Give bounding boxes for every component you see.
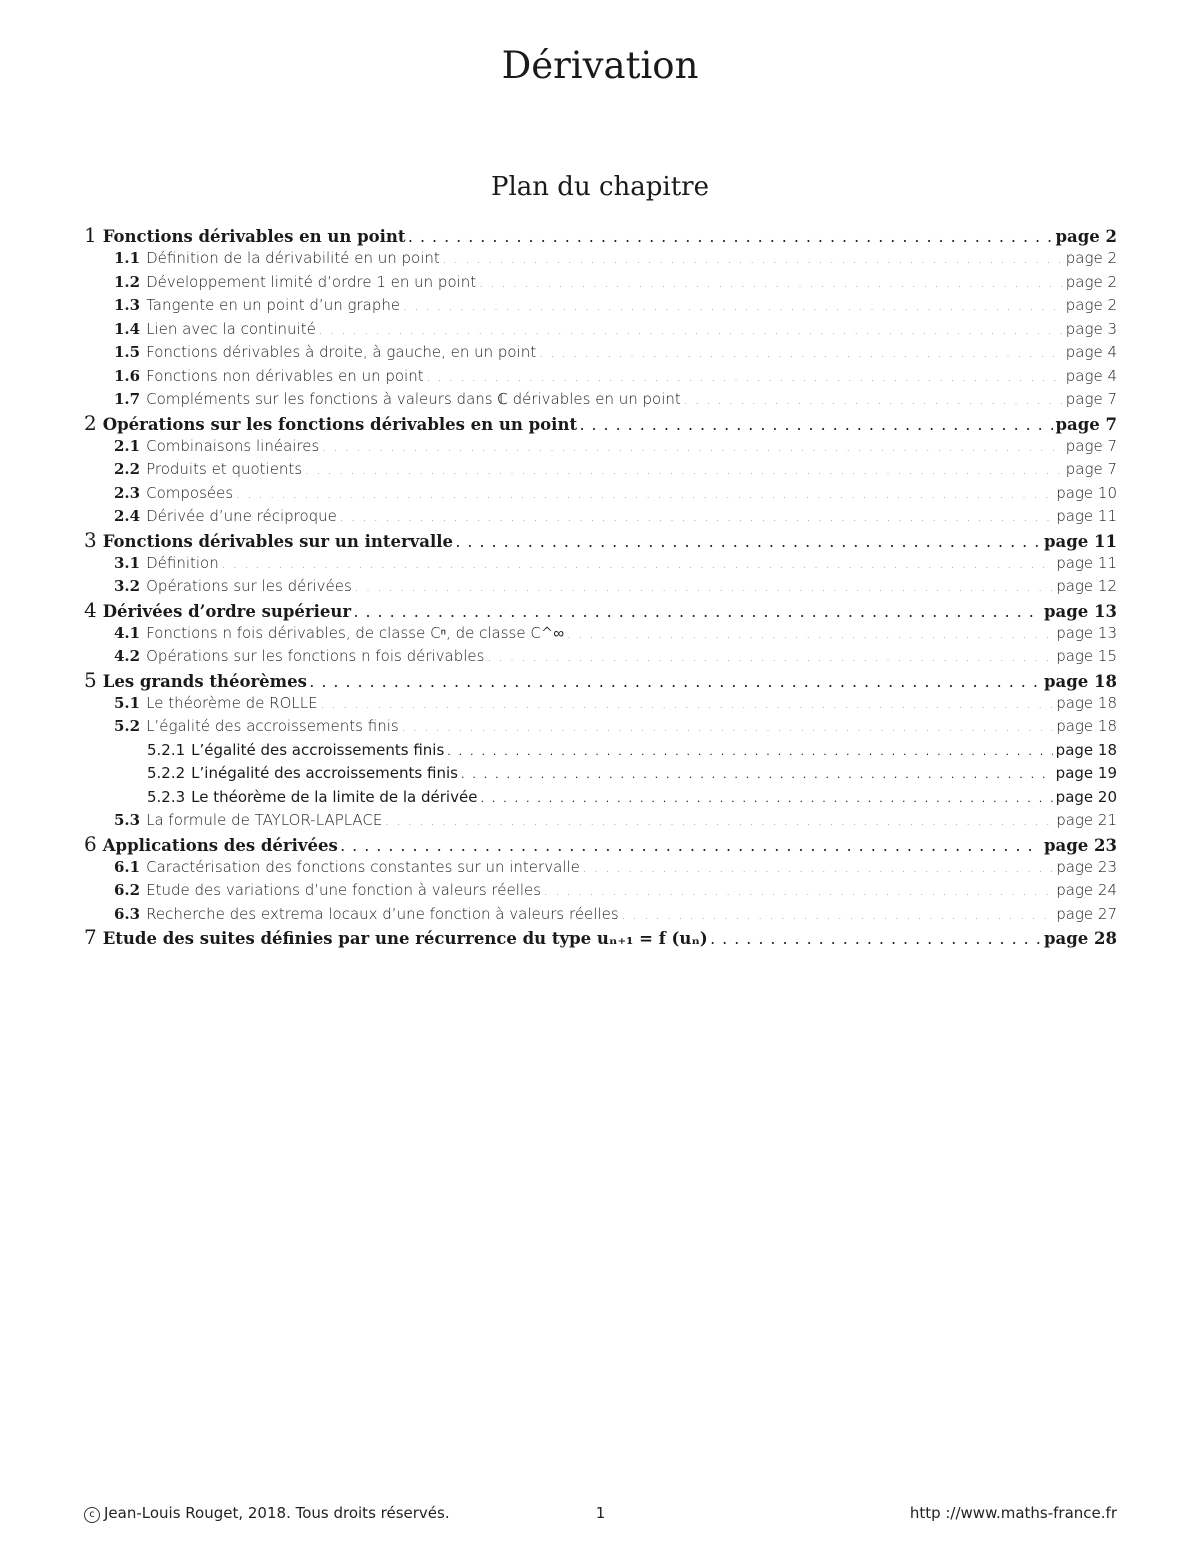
toc-entry-page: page 23: [1044, 835, 1117, 855]
toc-entry-number: 1.1: [114, 249, 141, 267]
toc-dot-leader: [567, 623, 1053, 647]
toc-entry-5-3[interactable]: [84, 809, 1117, 833]
toc-entry-number: 2.1: [114, 436, 141, 455]
copyright-text: Jean-Louis Rouget, 2018. Tous droits réservés.: [104, 1504, 450, 1522]
toc-entry-3-1[interactable]: [84, 552, 1117, 576]
toc-entry-5[interactable]: [84, 669, 1117, 692]
toc-entry-number: 1.7: [114, 390, 141, 408]
toc-entry-2-2[interactable]: [84, 458, 1117, 482]
toc-entry-number: 1.4: [114, 319, 141, 338]
toc-entry-1-6[interactable]: [84, 365, 1117, 389]
toc-entry-number: 6: [84, 831, 97, 856]
toc-entry-7[interactable]: [84, 926, 1117, 949]
toc-entry-title: Dérivées d’ordre supérieur: [102, 601, 352, 621]
toc-entry-page: page 18: [1044, 671, 1117, 691]
toc-dot-leader: [461, 763, 1053, 787]
toc-entry-number: 2: [84, 410, 97, 435]
document-title: Dérivation: [501, 44, 699, 87]
toc-entry-title: Fonctions n fois dérivables, de classe Cⁿ, de classe C^∞: [146, 623, 565, 642]
toc-dot-leader: [236, 483, 1053, 507]
page-number: 1: [595, 1504, 606, 1522]
toc-entry-page: page 21: [1056, 811, 1117, 829]
toc-entry-page: page 4: [1065, 366, 1117, 385]
toc-entry-number: 1: [84, 223, 97, 247]
toc-dot-leader: [487, 646, 1053, 670]
toc-entry-2[interactable]: [84, 412, 1117, 435]
toc-entry-5-2-3[interactable]: [84, 786, 1117, 810]
toc-entry-number: 5.2.1: [147, 740, 186, 759]
toc-entry-title: Opérations sur les fonctions n fois dérivables: [146, 647, 485, 665]
toc-entry-page: page 19: [1055, 764, 1117, 782]
toc-dot-leader: [402, 716, 1054, 740]
toc-dot-leader: [447, 740, 1052, 764]
toc-dot-leader: [479, 272, 1063, 296]
toc-entry-1-1[interactable]: [84, 247, 1117, 271]
toc-entry-title: Composées: [146, 483, 234, 502]
toc-entry-page: page 15: [1056, 647, 1117, 665]
toc-entry-title: Tangente en un point d’un graphe: [146, 296, 401, 314]
toc-entry-page: page 18: [1056, 717, 1117, 735]
toc-entry-number: 3.1: [114, 553, 141, 572]
toc-dot-leader: [711, 929, 1041, 952]
toc-entry-number: 1.2: [114, 272, 141, 291]
toc-entry-title: Compléments sur les fonctions à valeurs dans ℂ dérivables en un point: [146, 390, 681, 408]
toc-entry-title: Les grands théorèmes: [102, 671, 307, 691]
toc-entry-5-2[interactable]: [84, 715, 1117, 739]
toc-entry-number: 2.4: [114, 507, 141, 525]
toc-entry-page: page 23: [1056, 857, 1117, 876]
toc-entry-title: Le théorème de la limite de la dérivée: [191, 787, 478, 806]
toc-dot-leader: [684, 389, 1063, 413]
toc-entry-3-2[interactable]: [84, 575, 1117, 599]
toc-dot-leader: [427, 366, 1063, 390]
toc-entry-2-3[interactable]: [84, 482, 1117, 506]
toc-entry-title: Produits et quotients: [146, 460, 303, 478]
toc-entry-6[interactable]: [84, 833, 1117, 856]
toc-entry-page: page 11: [1056, 507, 1117, 525]
plan-title: Plan du chapitre: [490, 172, 709, 202]
toc-entry-page: page 4: [1065, 343, 1117, 361]
toc-entry-title: Fonctions dérivables en un point: [102, 227, 406, 246]
toc-entry-4[interactable]: [84, 599, 1117, 622]
toc-dot-leader: [409, 227, 1053, 250]
toc-entry-number: 5.3: [114, 811, 141, 829]
toc-dot-leader: [403, 295, 1063, 319]
toc-entry-6-3[interactable]: [84, 903, 1117, 927]
toc-entry-page: page 2: [1065, 272, 1117, 291]
toc-entry-page: page 18: [1056, 693, 1117, 712]
toc-entry-page: page 11: [1044, 531, 1117, 551]
toc-entry-page: page 7: [1065, 460, 1117, 478]
toc-entry-title: Définition de la dérivabilité en un point: [146, 249, 440, 267]
toc-entry-page: page 10: [1056, 483, 1117, 502]
toc-entry-title: Combinaisons linéaires: [146, 436, 320, 455]
toc-entry-1[interactable]: [84, 224, 1117, 247]
toc-entry-number: 6.3: [114, 904, 141, 923]
toc-dot-leader: [321, 693, 1054, 717]
toc-entry-number: 5.2: [114, 717, 141, 735]
toc-entry-page: page 11: [1056, 553, 1117, 572]
toc-entry-title: Dérivée d’une réciproque: [146, 507, 337, 525]
toc-dot-leader: [583, 857, 1053, 881]
toc-entry-5-1[interactable]: [84, 692, 1117, 716]
toc-entry-title: Définition: [146, 553, 219, 572]
toc-entry-number: 4.2: [114, 647, 141, 665]
toc-entry-6-2[interactable]: [84, 879, 1117, 903]
toc-entry-2-4[interactable]: [84, 505, 1117, 529]
toc-entry-4-1[interactable]: [84, 622, 1117, 646]
toc-entry-number: 1.5: [114, 343, 141, 361]
toc-dot-leader: [622, 904, 1054, 928]
toc-entry-number: 1.6: [114, 366, 141, 385]
toc-entry-page: page 2: [1055, 227, 1117, 246]
toc-entry-number: 5.2.3: [147, 787, 186, 806]
toc-entry-page: page 7: [1065, 436, 1117, 455]
toc-entry-number: 4.1: [114, 623, 141, 642]
toc-entry-title: Etude des suites définies par une récurrence du type uₙ₊₁ = f (uₙ): [102, 929, 708, 948]
toc-entry-title: L’inégalité des accroissements finis: [191, 764, 458, 782]
toc-dot-leader: [443, 248, 1063, 272]
toc-entry-page: page 7: [1065, 390, 1117, 408]
toc-dot-leader: [385, 810, 1053, 834]
toc-dot-leader: [480, 787, 1052, 811]
toc-entry-title: Fonctions dérivables à droite, à gauche, en un point: [146, 343, 537, 361]
toc-entry-title: Etude des variations d’une fonction à valeurs réelles: [146, 881, 542, 899]
toc-entry-6-1[interactable]: [84, 856, 1117, 880]
toc-entry-number: 4: [84, 597, 97, 622]
toc-entry-title: L’égalité des accroissements finis: [191, 740, 445, 759]
toc-entry-number: 5: [84, 667, 97, 692]
toc-dot-leader: [580, 415, 1052, 438]
toc-entry-page: page 24: [1056, 881, 1117, 899]
toc-entry-number: 5.1: [114, 693, 141, 712]
toc-entry-number: 7: [84, 925, 97, 949]
toc-entry-title: Fonctions dérivables sur un intervalle: [102, 531, 453, 551]
toc-entry-3[interactable]: [84, 529, 1117, 552]
toc-entry-page: page 28: [1044, 929, 1117, 948]
toc-entry-5-2-1[interactable]: [84, 739, 1117, 763]
toc-entry-number: 3.2: [114, 577, 141, 595]
toc-entry-2-1[interactable]: [84, 435, 1117, 459]
toc-entry-5-2-2[interactable]: [84, 762, 1117, 786]
toc-dot-leader: [544, 880, 1053, 904]
toc-entry-page: page 3: [1065, 319, 1117, 338]
toc-entry-1-5[interactable]: [84, 341, 1117, 365]
toc-dot-leader: [319, 319, 1063, 343]
toc-entry-title: Le théorème de ROLLE: [146, 693, 318, 712]
toc-entry-number: 6.1: [114, 857, 141, 876]
toc-entry-title: Caractérisation des fonctions constantes sur un intervalle: [146, 857, 580, 876]
toc-dot-leader: [322, 436, 1062, 460]
toc-entry-page: page 12: [1056, 577, 1117, 595]
toc-dot-leader: [340, 506, 1053, 530]
toc-entry-1-2[interactable]: [84, 271, 1117, 295]
table-of-contents: [84, 224, 1117, 949]
toc-entry-page: page 13: [1056, 623, 1117, 642]
toc-entry-page: page 20: [1055, 787, 1117, 806]
toc-entry-title: L’égalité des accroissements finis: [146, 717, 399, 735]
toc-entry-number: 6.2: [114, 881, 141, 899]
website-link[interactable]: http ://www.maths-france.fr: [909, 1504, 1117, 1522]
toc-dot-leader: [355, 576, 1053, 600]
toc-dot-leader: [539, 342, 1063, 366]
toc-entry-1-7[interactable]: [84, 388, 1117, 412]
toc-entry-number: 1.3: [114, 296, 141, 314]
toc-dot-leader: [310, 672, 1041, 695]
toc-entry-title: La formule de TAYLOR-LAPLACE: [146, 811, 383, 829]
toc-entry-number: 2.2: [114, 460, 141, 478]
toc-entry-4-2[interactable]: [84, 645, 1117, 669]
toc-entry-number: 5.2.2: [147, 764, 186, 782]
toc-entry-title: Applications des dérivées: [102, 835, 338, 855]
toc-entry-title: Fonctions non dérivables en un point: [146, 366, 424, 385]
toc-dot-leader: [456, 532, 1041, 555]
copyright-icon: c: [84, 1507, 100, 1523]
toc-entry-page: page 7: [1055, 414, 1117, 434]
toc-dot-leader: [305, 459, 1063, 483]
toc-entry-page: page 2: [1065, 249, 1117, 267]
toc-entry-title: Opérations sur les fonctions dérivables en un point: [102, 414, 578, 434]
toc-entry-page: page 18: [1055, 740, 1117, 759]
toc-entry-number: 2.3: [114, 483, 141, 502]
toc-entry-1-3[interactable]: [84, 294, 1117, 318]
toc-entry-title: Opérations sur les dérivées: [146, 577, 352, 595]
toc-entry-title: Développement limité d’ordre 1 en un point: [146, 272, 477, 291]
toc-entry-title: Recherche des extrema locaux d’une fonction à valeurs réelles: [146, 904, 619, 923]
toc-entry-1-4[interactable]: [84, 318, 1117, 342]
toc-entry-number: 3: [84, 527, 97, 552]
toc-entry-title: Lien avec la continuité: [146, 319, 316, 338]
toc-dot-leader: [222, 553, 1053, 577]
toc-entry-page: page 27: [1056, 904, 1117, 923]
toc-entry-page: page 2: [1065, 296, 1117, 314]
toc-entry-page: page 13: [1044, 601, 1117, 621]
